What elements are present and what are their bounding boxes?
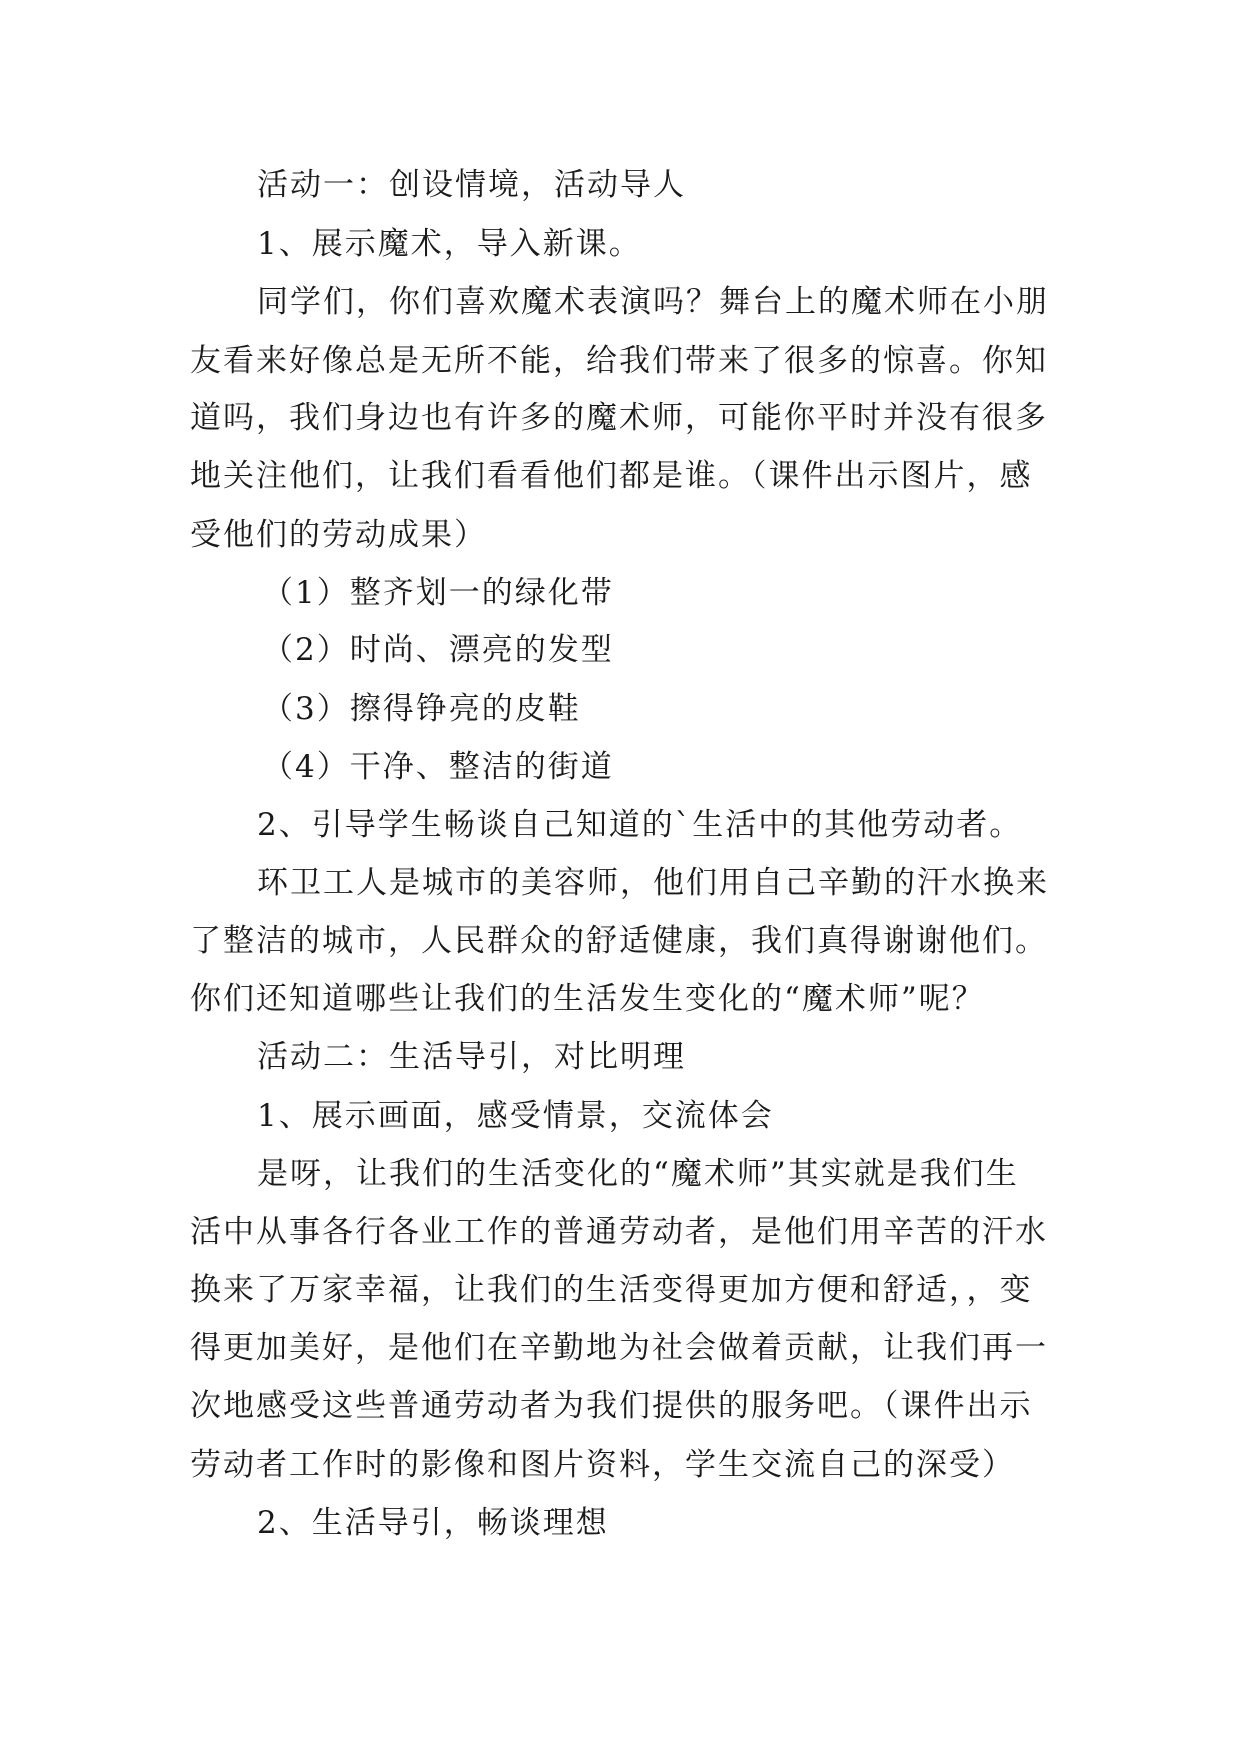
list-item: （1）整齐划一的绿化带	[262, 575, 614, 611]
paragraph-line: 劳动者工作时的影像和图片资料，学生交流自己的深受）	[190, 1447, 1015, 1483]
subheading-show-picture: 1、展示画面，感受情景，交流体会	[257, 1098, 774, 1134]
subheading-life-guide: 2、生活导引，畅谈理想	[257, 1505, 609, 1541]
paragraph-line: 得更加美好，是他们在辛勤地为社会做着贡献，让我们再一	[190, 1330, 1048, 1366]
paragraph-line: 地关注他们，让我们看看他们都是谁。（课件出示图片，感	[190, 458, 1033, 494]
paragraph-line: 活中从事各行各业工作的普通劳动者，是他们用辛苦的汗水	[190, 1214, 1048, 1250]
paragraph-line: 你们还知道哪些让我们的生活发生变化的“魔术师”呢？	[190, 981, 985, 1017]
heading-activity-one: 活动一：创设情境，活动导人	[257, 167, 686, 203]
paragraph-line: 友看来好像总是无所不能，给我们带来了很多的惊喜。你知	[190, 343, 1048, 379]
list-item: （3）擦得铮亮的皮鞋	[262, 691, 581, 727]
paragraph-line: 了整洁的城市，人民群众的舒适健康，我们真得谢谢他们。	[190, 923, 1048, 959]
paragraph-line: 环卫工人是城市的美容师，他们用自己辛勤的汗水换来	[257, 865, 1049, 901]
heading-activity-two: 活动二：生活导引，对比明理	[257, 1039, 686, 1075]
paragraph-line: 道吗，我们身边也有许多的魔术师，可能你平时并没有很多	[190, 400, 1048, 436]
paragraph-line: 同学们，你们喜欢魔术表演吗？舞台上的魔术师在小朋	[257, 284, 1049, 320]
subheading-guide-students: 2、引导学生畅谈自己知道的`生活中的其他劳动者。	[257, 807, 1023, 843]
subheading-show-magic: 1、展示魔术，导入新课。	[257, 226, 642, 262]
paragraph-line: 受他们的劳动成果）	[190, 517, 487, 553]
paragraph-line: 换来了万家幸福，让我们的生活变得更加方便和舒适，，变	[190, 1272, 1033, 1308]
list-item: （4）干净、整洁的街道	[262, 749, 614, 785]
paragraph-line: 是呀，让我们的生活变化的“魔术师”其实就是我们生	[257, 1156, 1019, 1192]
paragraph-line: 次地感受这些普通劳动者为我们提供的服务吧。（课件出示	[190, 1388, 1033, 1424]
list-item: （2）时尚、漂亮的发型	[262, 632, 614, 668]
